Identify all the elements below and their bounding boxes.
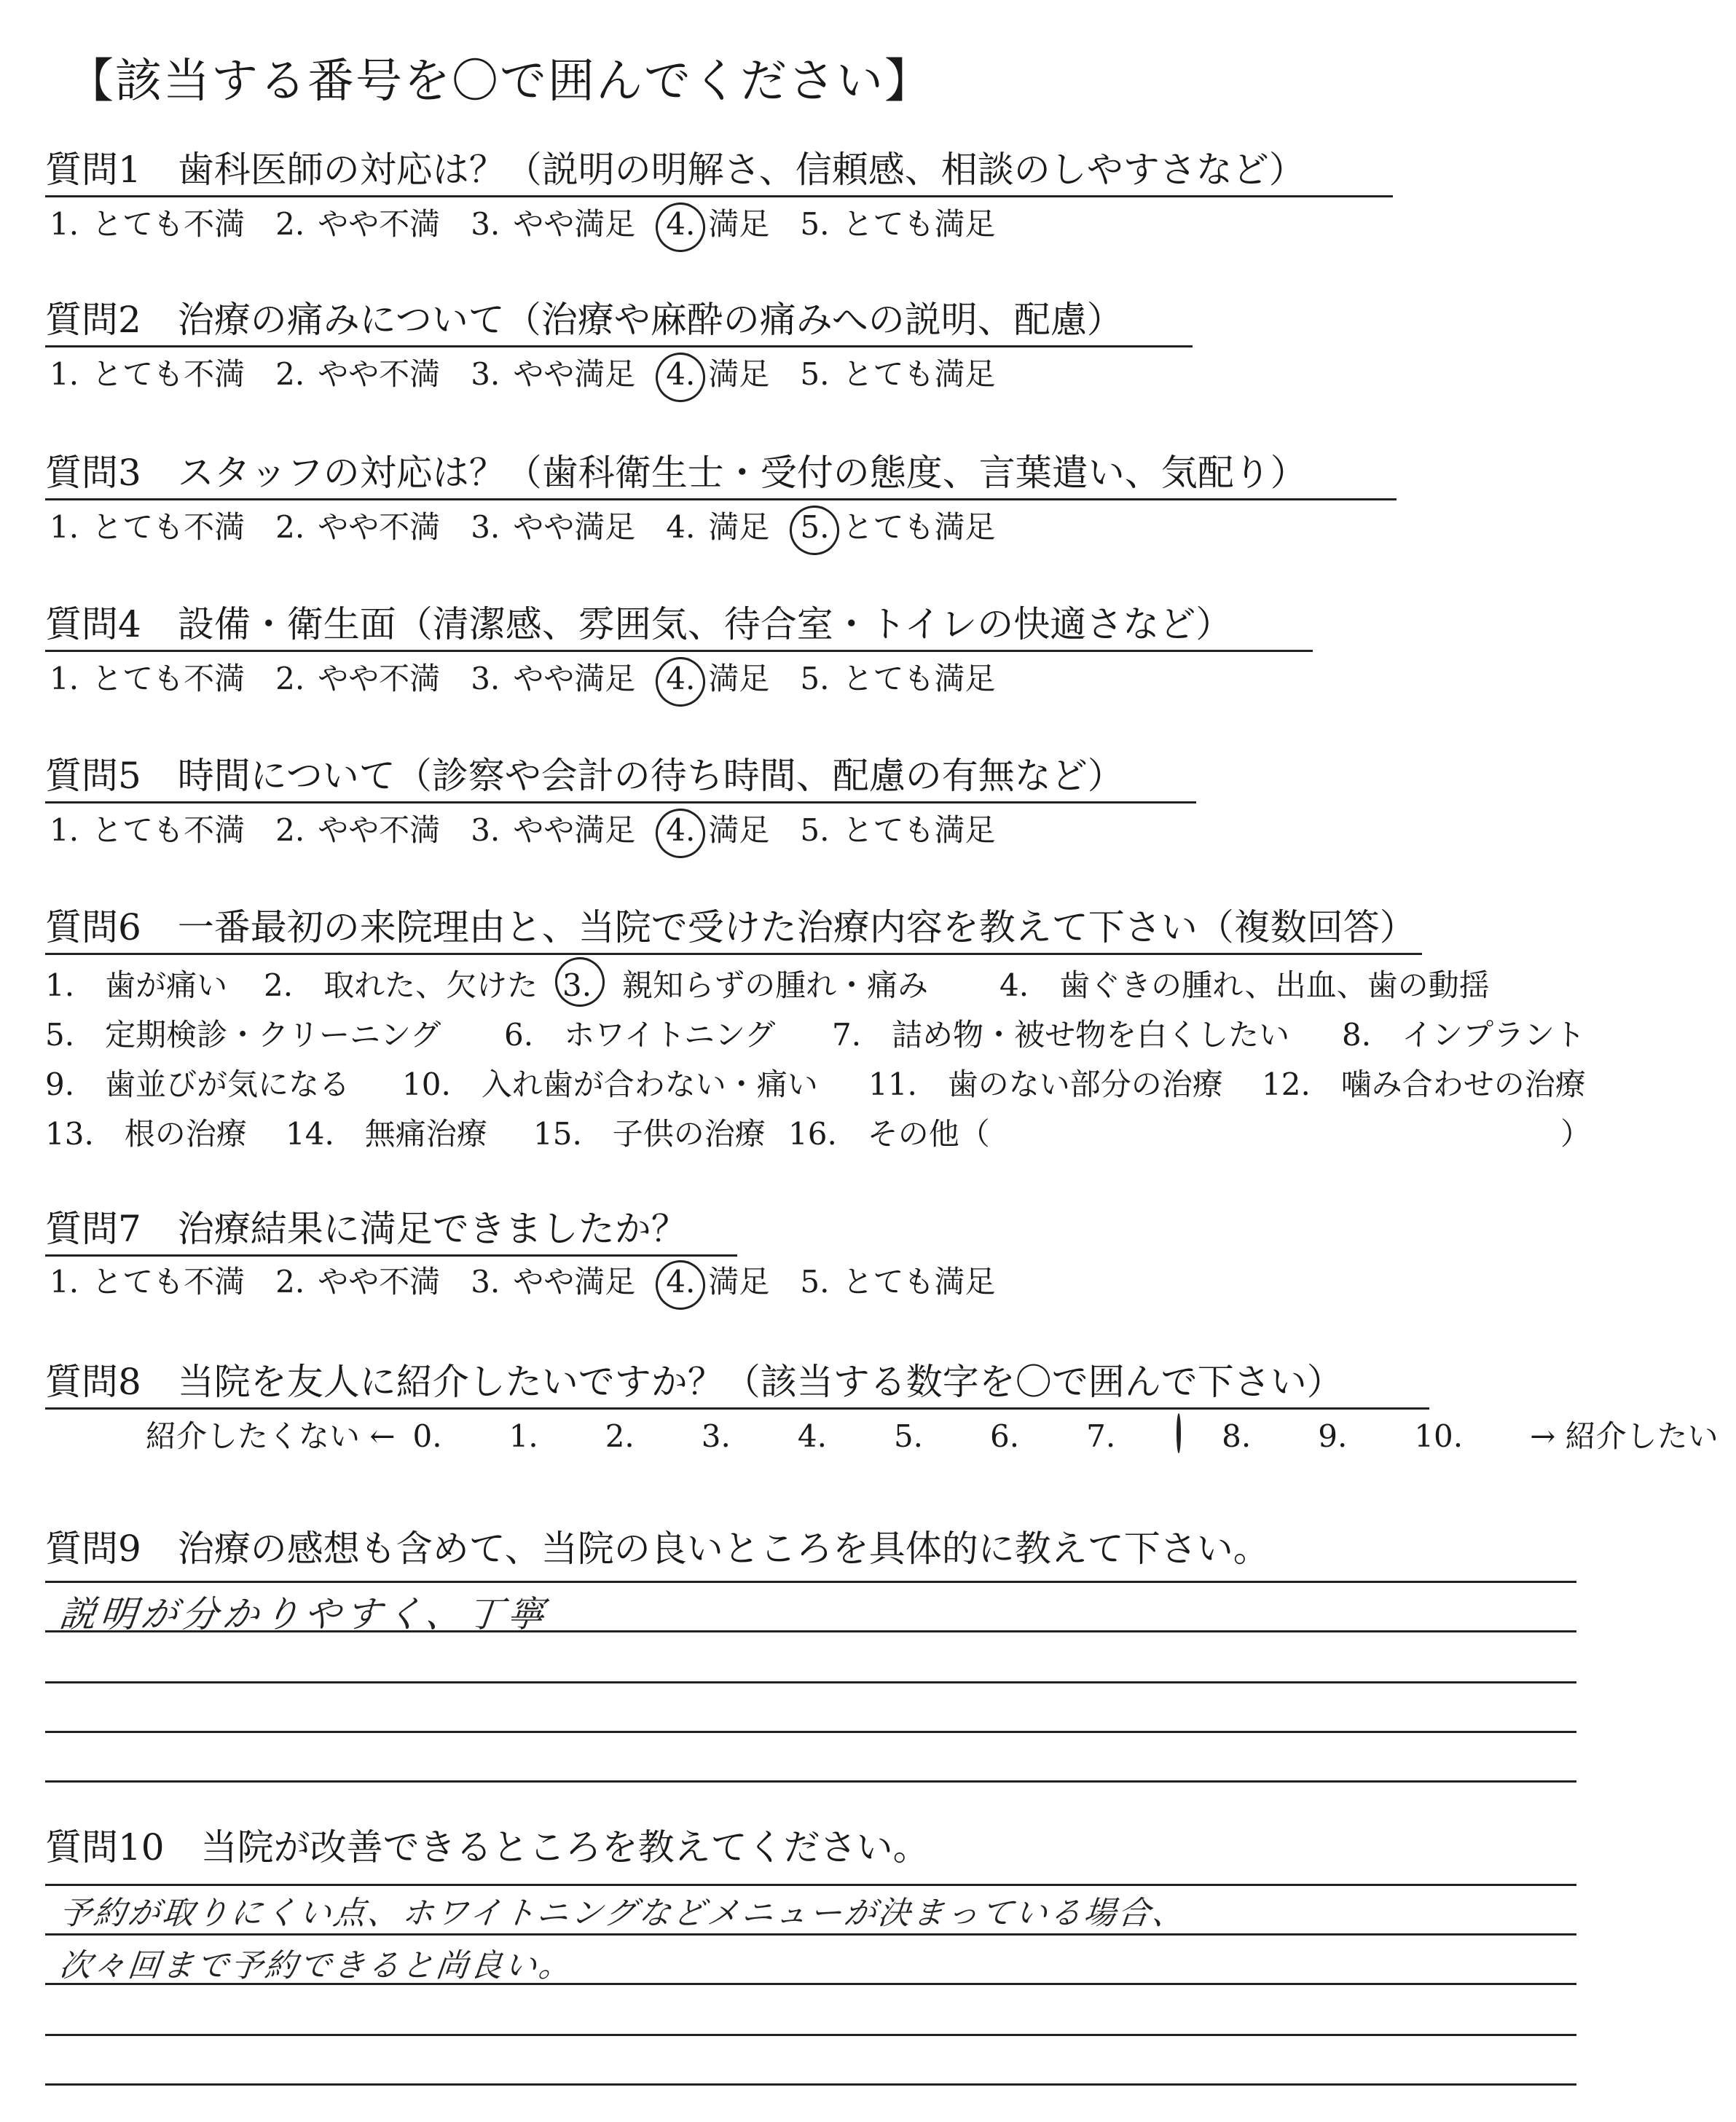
q10-answer-line-1: 予約が取りにくい点、ホワイトニングなどメニューが決まっている場合、 <box>57 1895 1189 1932</box>
q8-scale-label: 10. <box>1414 1418 1464 1454</box>
rating-option[interactable] <box>800 812 995 849</box>
option-number: 4. <box>666 356 696 392</box>
option-label: とても不満 <box>92 1264 246 1300</box>
q2-title: 質問2 治療の痛みについて（治療や麻酔の痛みへの説明、配慮） <box>45 299 1193 347</box>
q6-item: 5. 定期検診・クリーニング <box>45 1017 441 1053</box>
option-number: 2. <box>275 356 305 392</box>
option-number: 1. <box>50 661 79 696</box>
option-number: 2. <box>275 661 305 696</box>
q8-scale-value[interactable] <box>1086 1418 1150 1455</box>
q8-scale-label: 6. <box>990 1418 1020 1454</box>
rating-option[interactable] <box>50 812 245 849</box>
q6-row <box>45 1061 1648 1110</box>
q8-scale-label: 0. <box>412 1418 442 1454</box>
option-number: 1. <box>50 206 79 242</box>
selection-circle <box>785 501 844 560</box>
answer-line <box>45 1780 1576 1783</box>
option-number: 3. <box>471 206 500 242</box>
option-label: とても不満 <box>92 509 246 545</box>
option-label: 満足 <box>708 1264 770 1300</box>
option-number: 4. <box>666 509 696 545</box>
rating-option[interactable] <box>50 660 245 698</box>
rating-option[interactable] <box>275 205 440 243</box>
option-number: 4. <box>666 812 696 848</box>
rating-option[interactable] <box>800 508 995 546</box>
q6-item: 10. 入れ歯が合わない・痛い <box>402 1066 818 1102</box>
q8-values <box>413 1418 1531 1455</box>
q6-item: 7. 詰め物・被せ物を白くしたい <box>832 1017 1290 1053</box>
option-label: とても満足 <box>842 1264 996 1300</box>
option-number: 3. <box>471 812 500 848</box>
option-label: とても満足 <box>842 206 996 242</box>
q4-title: 質問4 設備・衛生面（清潔感、雰囲気、待合室・トイレの快適さなど） <box>45 603 1313 652</box>
rating-option[interactable] <box>50 205 245 243</box>
q9-answer-line-1: 説明が分かりやすく、丁寧 <box>57 1593 551 1635</box>
option-label: 満足 <box>708 206 770 242</box>
option-number: 5. <box>800 1264 830 1300</box>
q3-title: 質問3 スタッフの対応は？（歯科衛生士・受付の態度、言葉遣い、気配り） <box>45 452 1397 500</box>
q8-scale-label: 4. <box>797 1418 827 1454</box>
answer-line <box>45 1630 1576 1632</box>
option-number: 5. <box>800 509 830 545</box>
rating-option[interactable] <box>471 205 635 243</box>
rating-option[interactable] <box>275 508 440 546</box>
selection-circle <box>651 348 710 407</box>
option-number: 1. <box>50 812 79 848</box>
rating-option[interactable] <box>275 660 440 698</box>
option-label: 満足 <box>708 356 770 392</box>
q6-items <box>45 962 1648 1160</box>
q8-scale-value[interactable] <box>605 1418 669 1455</box>
rating-option[interactable] <box>800 205 995 243</box>
option-label: とても満足 <box>842 509 996 545</box>
option-label: とても不満 <box>92 356 246 392</box>
rating-option[interactable] <box>800 660 995 698</box>
rating-option[interactable] <box>471 508 635 546</box>
rating-option[interactable] <box>666 1263 769 1301</box>
rating-option[interactable] <box>471 660 635 698</box>
option-number: 5. <box>800 356 830 392</box>
q8-scale-value[interactable] <box>509 1418 573 1455</box>
option-number: 2. <box>275 509 305 545</box>
option-label: 満足 <box>708 509 770 545</box>
option-number: 5. <box>800 812 830 848</box>
option-number: 4. <box>666 206 696 242</box>
q8-scale-label: 1. <box>508 1418 538 1454</box>
q10-answer-line-2: 次々回まで予約できると尚良い。 <box>57 1947 576 1984</box>
q6-row <box>45 1110 1648 1160</box>
q6-row <box>45 962 1648 1011</box>
answer-line <box>45 2083 1576 2086</box>
answer-line <box>45 2034 1576 2036</box>
option-label: やや満足 <box>513 509 636 545</box>
option-number: 3. <box>471 356 500 392</box>
q6-item: 6. ホワイトニング <box>504 1017 776 1053</box>
answer-line <box>45 1581 1576 1583</box>
q8-scale-label: 7. <box>1086 1418 1116 1454</box>
option-number: 1. <box>50 356 79 392</box>
option-number: 3. <box>471 1264 500 1300</box>
q6-item-label: 3. 親知らずの腫れ・痛み <box>562 967 929 1003</box>
rating-option[interactable] <box>666 355 769 393</box>
q8-scale-value[interactable] <box>798 1418 862 1455</box>
rating-option[interactable] <box>666 205 769 243</box>
q8-scale-value[interactable] <box>1182 1418 1286 1455</box>
option-label: やや満足 <box>513 356 636 392</box>
q6-item: 1. 歯が痛い <box>45 967 228 1003</box>
q1-options <box>50 205 1026 243</box>
q8-scale-label: 5. <box>893 1418 924 1454</box>
option-number: 3. <box>471 509 500 545</box>
q6-item: 13. 根の治療 <box>45 1116 247 1152</box>
option-label: やや不満 <box>318 356 441 392</box>
q8-scale-label: 2. <box>605 1418 635 1454</box>
answer-line <box>45 1731 1576 1733</box>
option-number: 2. <box>275 1264 305 1300</box>
option-number: 2. <box>275 812 305 848</box>
rating-option[interactable] <box>275 812 440 849</box>
option-label: 満足 <box>708 812 770 848</box>
selection-circle <box>1177 1413 1181 1453</box>
q7-title: 質問7 治療結果に満足できましたか？ <box>45 1208 737 1257</box>
option-label: とても満足 <box>842 812 996 848</box>
q7-options <box>50 1263 1026 1301</box>
option-label: やや満足 <box>513 812 636 848</box>
rating-option[interactable] <box>471 355 635 393</box>
rating-option[interactable] <box>50 1263 245 1301</box>
option-label: やや満足 <box>513 1264 636 1300</box>
q8-scale-value[interactable] <box>990 1418 1054 1455</box>
rating-option[interactable] <box>800 1263 995 1301</box>
q8-left-label: 紹介したくない ← <box>146 1418 396 1454</box>
q8-right-label: → 紹介したい <box>1530 1418 1719 1454</box>
q8-scale-value[interactable] <box>702 1418 766 1455</box>
option-label: やや不満 <box>318 206 441 242</box>
q10-title: 質問10 当院が改善できるところを教えてください。 <box>45 1826 930 1868</box>
answer-line <box>45 1983 1576 1985</box>
answer-line <box>45 1933 1576 1936</box>
option-label: やや満足 <box>513 661 636 696</box>
option-number: 1. <box>50 509 79 545</box>
option-label: とても満足 <box>842 661 996 696</box>
q8-scale-value[interactable] <box>894 1418 958 1455</box>
option-label: とても不満 <box>92 206 246 242</box>
q2-options <box>50 355 1026 393</box>
page-header: 【該当する番号を〇で囲んでください】 <box>67 55 932 109</box>
q8-scale-label: 9. <box>1318 1418 1348 1454</box>
rating-option[interactable] <box>50 355 245 393</box>
rating-option[interactable] <box>666 660 769 698</box>
option-label: 満足 <box>708 661 770 696</box>
answer-line <box>45 1681 1576 1683</box>
option-number: 1. <box>50 1264 79 1300</box>
q6-item-selected <box>562 962 999 1011</box>
q8-scale-label: 8. <box>1222 1418 1252 1454</box>
q3-options <box>50 508 1026 546</box>
option-label: やや不満 <box>318 1264 441 1300</box>
q8-scale-value[interactable] <box>1318 1418 1382 1455</box>
q6-row <box>45 1011 1648 1061</box>
q6-title: 質問6 一番最初の来院理由と、当院で受けた治療内容を教えて下さい（複数回答） <box>45 906 1422 955</box>
q6-item: 16. その他（ <box>788 1116 990 1152</box>
q1-title: 質問1 歯科医師の対応は？（説明の明解さ、信頼感、相談のしやすさなど） <box>45 149 1393 197</box>
option-number: 2. <box>275 206 305 242</box>
q6-item: 4. 歯ぐきの腫れ、出血、歯の動揺 <box>999 967 1490 1003</box>
rating-option[interactable] <box>471 812 635 849</box>
q6-item: 11. 歯のない部分の治療 <box>868 1066 1223 1102</box>
option-number: 5. <box>800 661 830 696</box>
selection-circle <box>651 804 710 863</box>
rating-option[interactable] <box>471 1263 635 1301</box>
selection-circle <box>651 1256 710 1315</box>
q9-title: 質問9 治療の感想も含めて、当院の良いところを具体的に教えて下さい。 <box>45 1528 1270 1570</box>
q8-title: 質問8 当院を友人に紹介したいですか？（該当する数字を〇で囲んで下さい） <box>45 1361 1429 1410</box>
q6-item: 12. 噛み合わせの治療 <box>1262 1066 1586 1102</box>
selection-circle <box>651 653 710 712</box>
q8-scale <box>146 1418 1736 1455</box>
q8-scale-value[interactable] <box>413 1418 477 1455</box>
rating-option[interactable] <box>800 355 995 393</box>
rating-option[interactable] <box>275 355 440 393</box>
q6-item: 15. 子供の治療 <box>533 1116 766 1152</box>
option-label: とても満足 <box>842 356 996 392</box>
option-number: 4. <box>666 1264 696 1300</box>
q5-options <box>50 812 1026 849</box>
answer-line <box>45 1884 1576 1886</box>
q8-scale-label: 3. <box>701 1418 731 1454</box>
q8-scale-value[interactable] <box>1414 1418 1498 1455</box>
option-label: やや不満 <box>318 509 441 545</box>
option-number: 5. <box>800 206 830 242</box>
rating-option[interactable] <box>50 508 245 546</box>
q6-item: 14. 無痛治療 <box>286 1116 487 1152</box>
q5-title: 質問5 時間について（診察や会計の待ち時間、配慮の有無など） <box>45 755 1196 803</box>
option-label: とても不満 <box>92 812 246 848</box>
q4-options <box>50 660 1026 698</box>
q6-other-close: ） <box>1560 1116 1592 1152</box>
option-label: やや不満 <box>318 812 441 848</box>
option-label: やや不満 <box>318 661 441 696</box>
q6-item: 9. 歯並びが気になる <box>45 1066 350 1102</box>
option-number: 3. <box>471 661 500 696</box>
rating-option[interactable] <box>666 812 769 849</box>
rating-option[interactable] <box>666 508 769 546</box>
selection-circle <box>651 198 710 257</box>
option-number: 4. <box>666 661 696 696</box>
option-label: とても不満 <box>92 661 246 696</box>
option-label: やや満足 <box>513 206 636 242</box>
q6-item: 2. 取れた、欠けた <box>264 967 538 1003</box>
rating-option[interactable] <box>275 1263 440 1301</box>
q6-item: 8. インプラント <box>1342 1017 1586 1053</box>
